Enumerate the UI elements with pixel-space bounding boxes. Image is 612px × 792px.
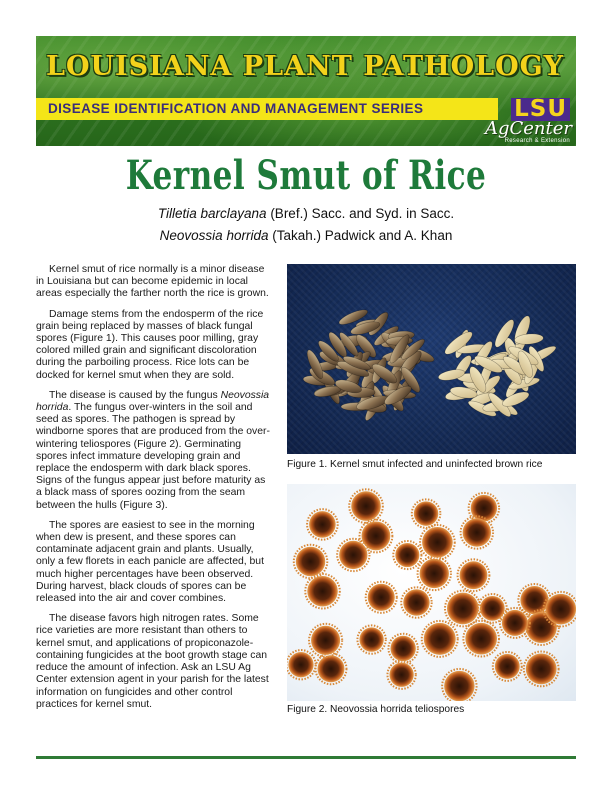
teliospore — [403, 589, 429, 615]
figure-2-caption: Figure 2. Neovossia horrida teliospores — [287, 704, 465, 715]
teliospore — [526, 654, 557, 685]
series-label: DISEASE IDENTIFICATION AND MANAGEMENT SERIES — [48, 101, 424, 116]
teliospore — [495, 654, 520, 679]
pathogen-authority: (Takah.) Padwick and A. Khan — [272, 228, 453, 243]
body-text-column — [36, 264, 272, 719]
footer-rule — [36, 756, 576, 759]
header-banner — [36, 36, 576, 146]
teliospore — [359, 627, 383, 651]
teliospore — [288, 652, 313, 677]
series-bar — [36, 98, 498, 120]
figure-1-caption: Figure 1. Kernel smut infected and uninfected brown rice — [287, 459, 543, 470]
agcenter-logo-text: AgCenter — [484, 118, 572, 139]
paragraph-text: The disease is caused by the fungus — [49, 389, 221, 401]
pathogen-name: Tilletia barclayana — [157, 206, 267, 221]
teliospore — [339, 541, 367, 569]
teliospore — [317, 655, 344, 682]
teliospore — [460, 561, 488, 589]
uninfected-grain-pile — [437, 314, 557, 419]
teliospores-illustration — [287, 484, 576, 701]
logo-tagline: Research & Extension — [504, 138, 570, 144]
teliospore — [444, 671, 474, 701]
teliospore — [395, 543, 419, 567]
teliospore — [311, 626, 340, 655]
pathogen-line-1 — [0, 206, 612, 221]
publication-title: LOUISIANA PLANT PATHOLOGY — [46, 51, 564, 82]
paragraph: The disease favors high nitrogen rates. Some rice varieties are more resistant than others to kernel smut, and applications of propiconazole-containing fungicides at the boot growth stage can reduce the amount of infection. Ask an LSU Ag Center extension agent in your parish for the latest information on fungicides and other control practices for kernel smut. — [36, 613, 269, 710]
teliospore — [368, 584, 395, 611]
teliospore — [480, 596, 505, 621]
teliospore-cluster — [287, 489, 576, 701]
teliospore — [420, 559, 449, 588]
teliospore — [424, 623, 456, 655]
teliospore — [545, 594, 576, 625]
pathogen-authority: (Bref.) Sacc. and Syd. in Sacc. — [270, 206, 455, 221]
teliospore — [463, 518, 491, 546]
paragraph: The spores are easiest to see in the morning when dew is present, and these spores can contaminate adjacent grain and plants. Usually, only a few florets in each panicle are affected, but much higher percentages have been observed. During harvest, black clouds of spores can be released into the air and cover combines. — [36, 519, 264, 605]
teliospore — [389, 663, 413, 687]
teliospore — [422, 527, 453, 558]
paragraph: Damage stems from the endosperm of the rice grain being replaced by masses of black fungal spores (Figure 1). This causes poor milling, gray colored milled grain and significant discoloration during the parboiling process. Rice lots can be docked for kernel smut when they are sold. — [36, 308, 264, 381]
document-title: Kernel Smut of Rice — [125, 152, 487, 199]
pathogen-name: Neovossia horrida — [159, 228, 269, 243]
pathogen-line-2 — [0, 228, 612, 243]
teliospore — [296, 547, 325, 576]
teliospore — [309, 511, 336, 538]
figure-2-photo — [287, 484, 576, 701]
teliospore — [390, 636, 415, 661]
teliospore — [447, 593, 479, 625]
paragraph-text: . The fungus over-winters in the soil and seed as spores. The pathogen is spread by windborne spores that are produced from the over-wintering teliospores (Figure 2). Germinating spores infect immature developing grain and replace the endosperm with dark black spores. Signs of the fungus appear just before maturity as a black mass of spores oozing from the seam between the hulls (Figure 3). — [36, 402, 270, 511]
teliospore — [471, 495, 497, 521]
teliospore — [351, 491, 381, 521]
infected-grain-pile — [303, 307, 436, 422]
fungus-name: Neovossia horrida — [36, 389, 270, 414]
paragraph — [36, 390, 272, 512]
paragraph: Kernel smut of rice normally is a minor disease in Louisiana but can become epidemic in local areas especially the farther north the rice is grown. — [36, 264, 269, 300]
figure-1-photo — [287, 264, 576, 454]
teliospore — [414, 501, 439, 526]
lsu-logo-text: LSU — [511, 98, 570, 121]
teliospore — [307, 576, 338, 607]
teliospore — [502, 610, 528, 636]
teliospore — [465, 623, 497, 655]
rice-grains-illustration — [287, 264, 576, 454]
lsu-agcenter-logo — [484, 96, 576, 146]
